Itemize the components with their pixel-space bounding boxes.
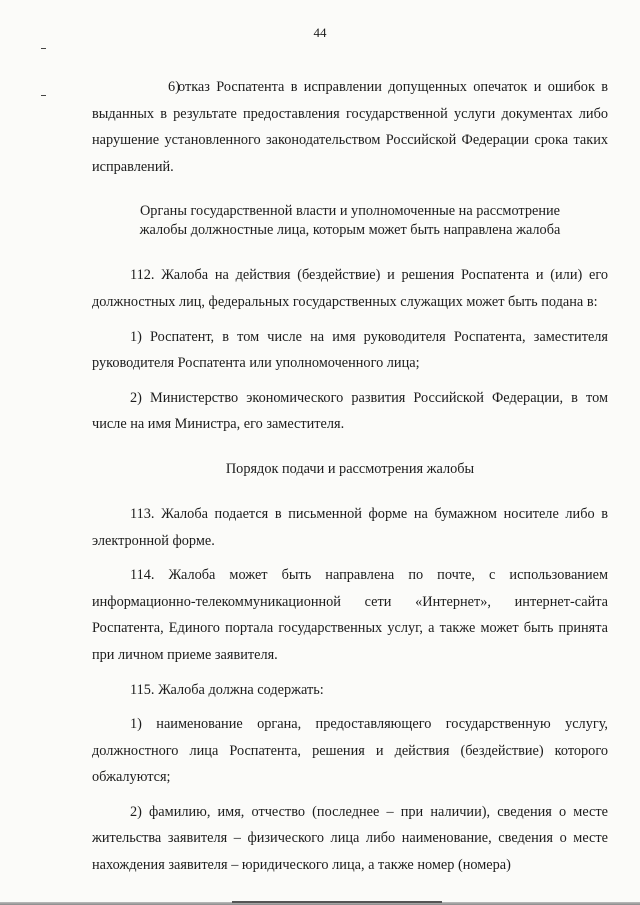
paragraph-115-2: 2) фамилию, имя, отчество (последнее – при наличии), сведения о месте жительства заявителя – физического лица либо наименование, сведения о месте нахождения заявителя – юридического лица, а также номер (номера) [92,803,608,874]
paragraph-112: 112. Жалоба на действия (бездействие) и решения Роспатента и (или) его должностных лиц, федеральных государственных служащих может быть подана в: [92,267,608,310]
paragraph-113: 113. Жалоба подается в письменной форме на бумажном носителе либо в электронной форме. [92,505,608,549]
section-heading-procedure: Порядок подачи и рассмотрения жалобы [225,460,475,477]
scan-edge-mark [41,95,46,96]
heading-line-1: Органы государственной власти и уполномоченные на рассмотрение [139,203,560,220]
heading-line-2: жалобы должностные лица, которым может быть направлена жалоба [139,222,561,239]
document-body [92,74,608,879]
scan-edge-mark [41,48,46,49]
paragraph-112-1: 1) Роспатент, в том числе на имя руководителя Роспатента, заместителя руководителя Роспатента или уполномоченного лица; [92,328,608,372]
scan-bottom-tab [232,901,442,903]
section-heading-authorities [92,202,608,240]
item-6-label: 6) [168,79,180,95]
item-6-text: отказ Роспатента в исправлении допущенных опечаток и ошибок в выданных в результате предоставления государственной услуги документах либо нарушение установленного законодательством Российской Федерации срока таких исправлений. [92,79,608,175]
page-number: 44 [313,25,327,40]
paragraph-item-6 [92,74,608,180]
paragraph-114: 114. Жалоба может быть направлена по почте, с использованием информационно-телекоммуникационной сети «Интернет», интернет-сайта Роспатента, Единого портала государственных услуг, а также может быть принята при личном приеме заявителя. [92,567,608,663]
paragraph-115-1: 1) наименование органа, предоставляющего государственную услугу, должностного лица Роспатента, решения и действия (бездействие) которого обжалуются; [92,716,608,786]
paragraph-115: 115. Жалоба должна содержать: [130,681,324,698]
paragraph-112-2: 2) Министерство экономического развития Российской Федерации, в том числе на имя Министра, его заместителя. [92,389,608,433]
